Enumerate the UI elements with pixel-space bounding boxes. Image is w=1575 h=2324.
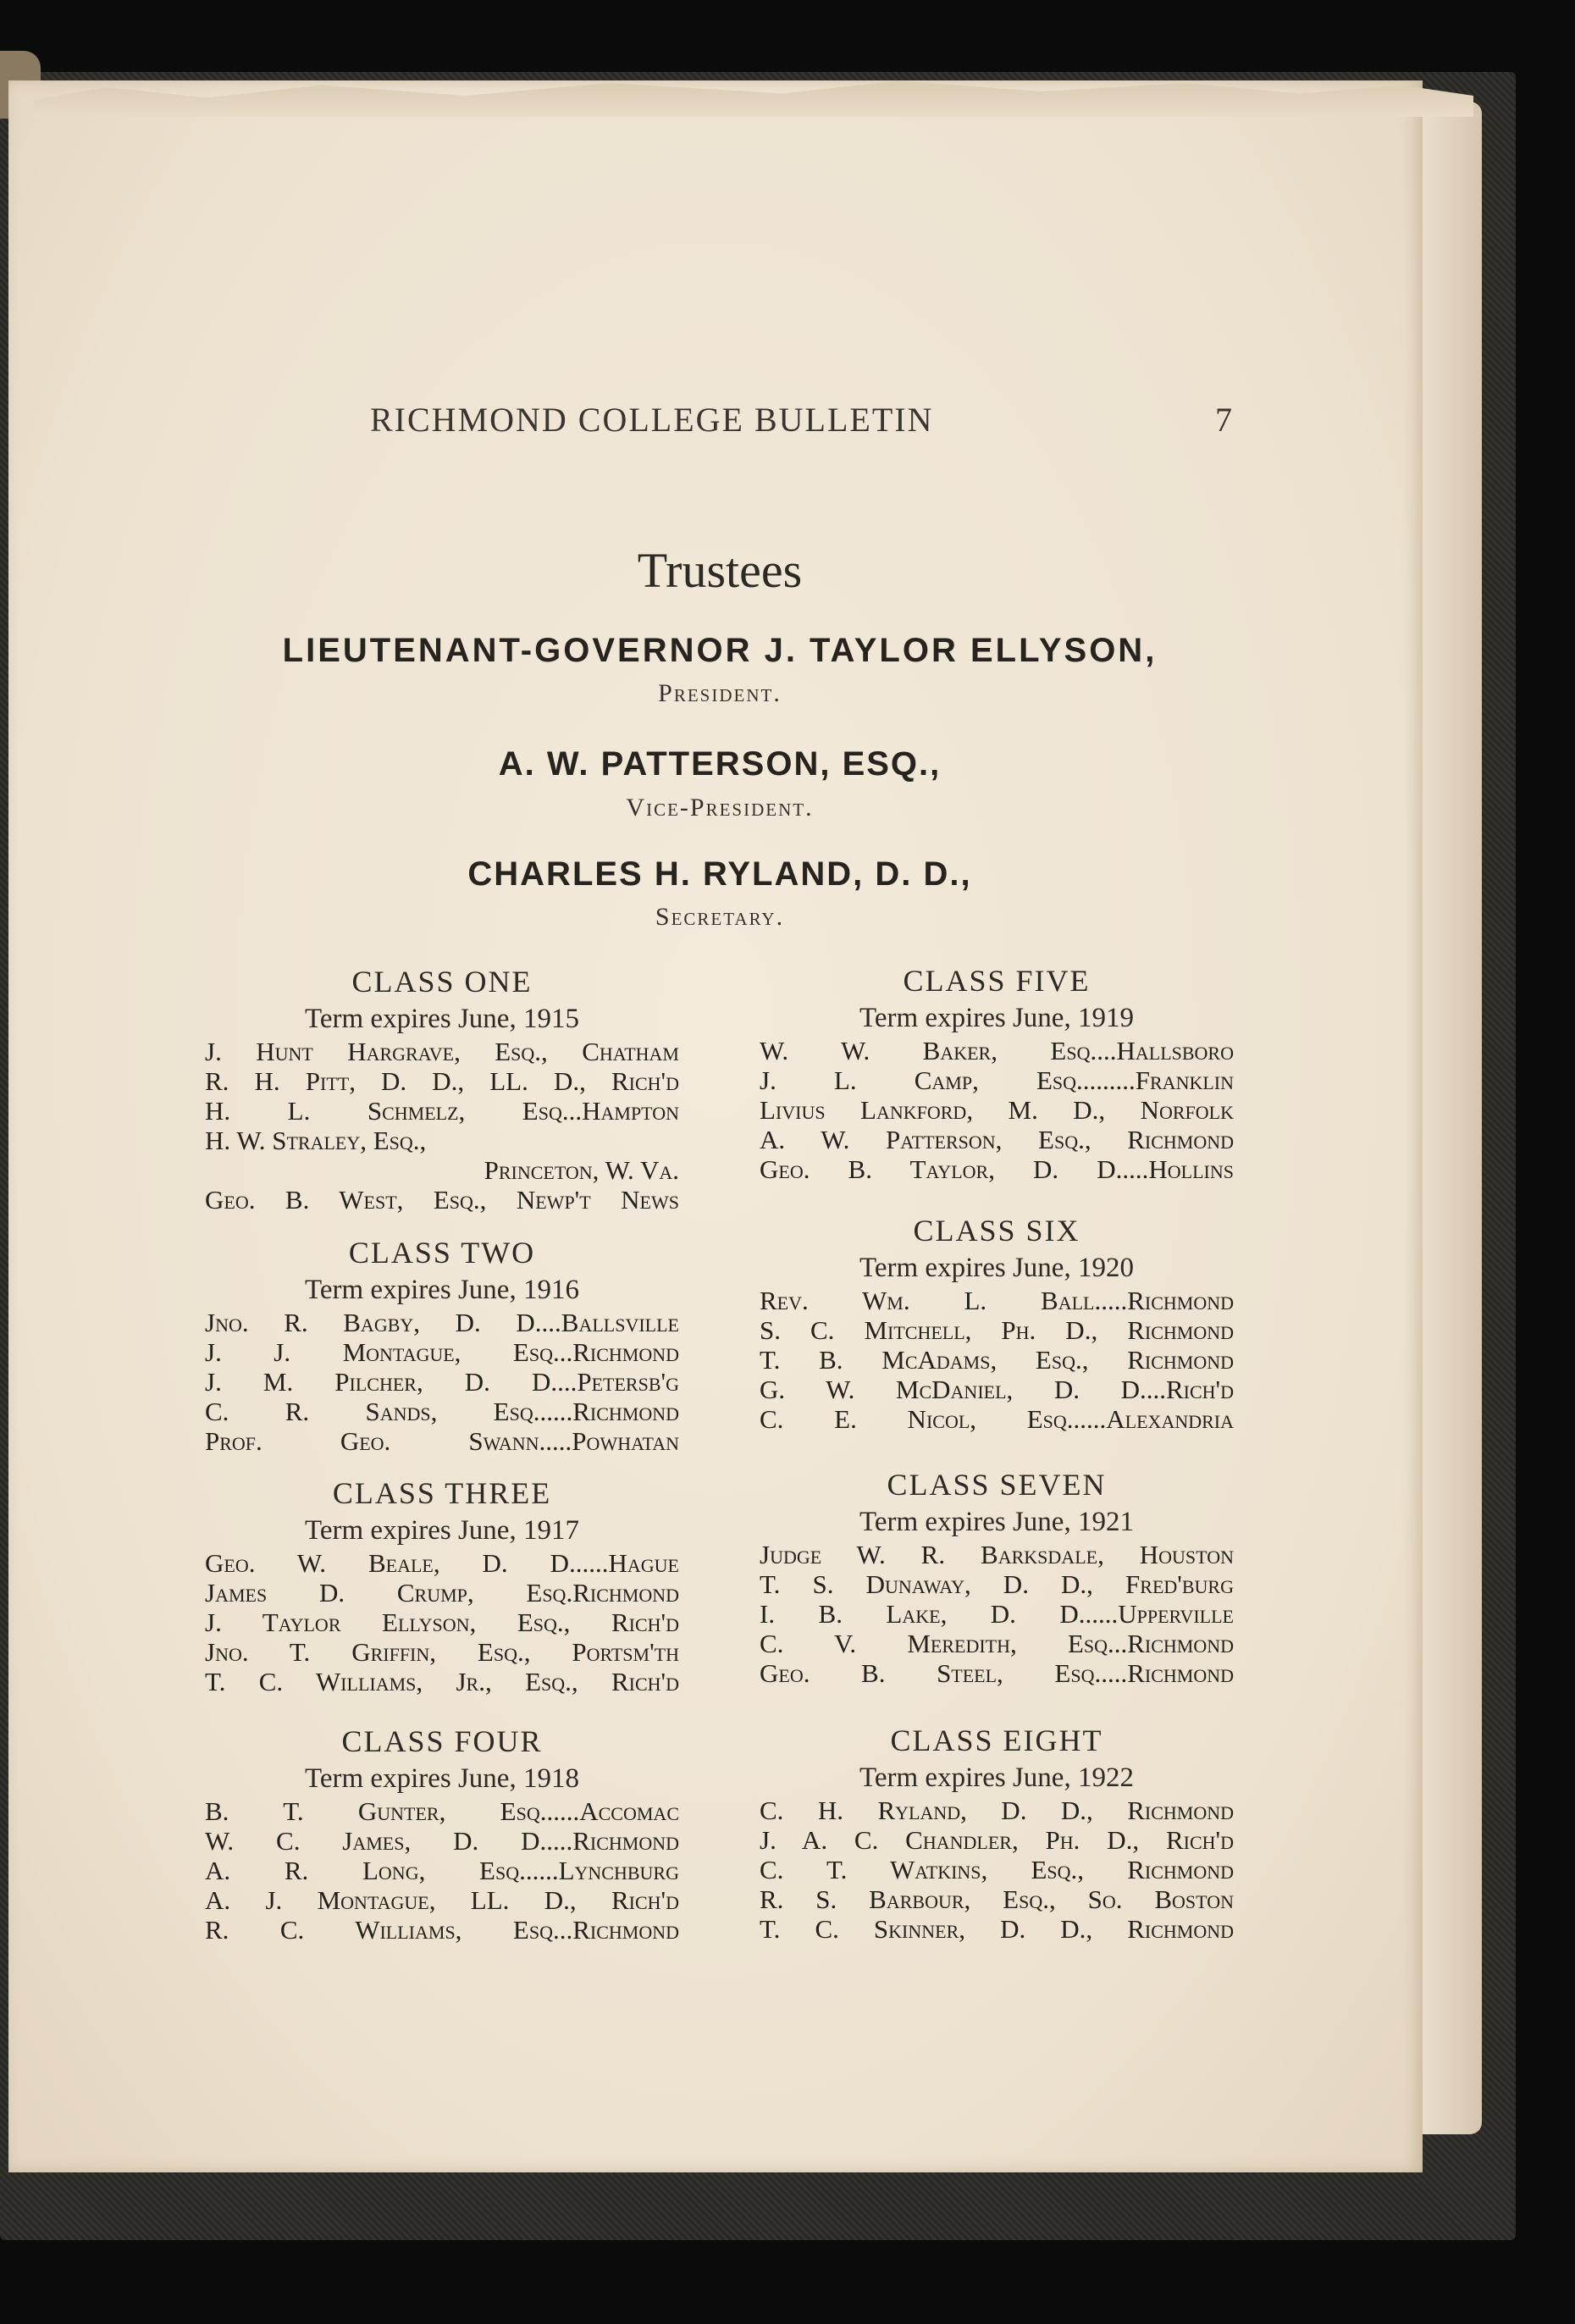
class-block bbox=[205, 1474, 679, 1696]
trustee-entry: T. C. Skinner, D. D., Richmond bbox=[760, 1914, 1234, 1944]
vice-president-name: A. W. PATTERSON, ESQ., bbox=[498, 745, 942, 783]
trustee-entry: J. J. Montague, Esq...Richmond bbox=[205, 1337, 679, 1367]
trustee-entry: Judge W. R. Barksdale, Houston bbox=[760, 1540, 1234, 1569]
trustee-entry: Geo. B. West, Esq., Newp't News bbox=[205, 1185, 679, 1215]
class-block bbox=[205, 1722, 679, 1945]
trustee-entry: C. T. Watkins, Esq., Richmond bbox=[760, 1855, 1234, 1884]
term-expiry: Term expires June, 1920 bbox=[859, 1253, 1134, 1283]
class-heading: CLASS FOUR bbox=[341, 1724, 543, 1758]
trustee-entry: A. J. Montague, LL. D., Rich'd bbox=[205, 1885, 679, 1915]
trustee-entry: W. W. Baker, Esq....Hallsboro bbox=[760, 1036, 1234, 1065]
trustee-entry: J. Hunt Hargrave, Esq., Chatham bbox=[205, 1037, 679, 1066]
trustee-entry: C. R. Sands, Esq......Richmond bbox=[205, 1397, 679, 1426]
trustee-entry: R. H. Pitt, D. D., LL. D., Rich'd bbox=[205, 1066, 679, 1096]
term-expiry: Term expires June, 1916 bbox=[305, 1275, 579, 1305]
trustee-entry: T. S. Dunaway, D. D., Fred'burg bbox=[760, 1569, 1234, 1599]
trustee-entry-continuation: Princeton, W. Va. bbox=[484, 1155, 679, 1185]
class-heading: CLASS SIX bbox=[913, 1214, 1080, 1248]
trustee-entry: Rev. Wm. L. Ball.....Richmond bbox=[760, 1286, 1234, 1315]
trustee-entry: G. W. McDaniel, D. D....Rich'd bbox=[760, 1375, 1234, 1404]
trustee-entry: Jno. T. Griffin, Esq., Portsm'th bbox=[205, 1637, 679, 1667]
trustee-entry: H. L. Schmelz, Esq...Hampton bbox=[205, 1096, 679, 1126]
trustee-entry: T. B. McAdams, Esq., Richmond bbox=[760, 1345, 1234, 1375]
president-name: LIEUTENANT-GOVERNOR J. TAYLOR ELLYSON, bbox=[282, 632, 1158, 669]
term-expiry: Term expires June, 1915 bbox=[305, 1004, 579, 1034]
class-block bbox=[760, 1721, 1234, 1944]
class-heading: CLASS FIVE bbox=[903, 964, 1091, 998]
section-heading: Trustees bbox=[637, 543, 803, 598]
class-block bbox=[760, 961, 1234, 1184]
trustee-entry: James D. Crump, Esq.Richmond bbox=[205, 1578, 679, 1607]
trustee-entry: A. R. Long, Esq......Lynchburg bbox=[205, 1856, 679, 1885]
class-heading: CLASS THREE bbox=[332, 1476, 552, 1510]
class-block bbox=[760, 1465, 1234, 1688]
trustee-entry: I. B. Lake, D. D......Upperville bbox=[760, 1599, 1234, 1629]
bulletin-title: RICHMOND COLLEGE BULLETIN bbox=[370, 401, 934, 439]
class-heading: CLASS SEVEN bbox=[887, 1468, 1107, 1502]
trustee-entry: Geo. W. Beale, D. D......Hague bbox=[205, 1548, 679, 1578]
trustee-entry: C. E. Nicol, Esq......Alexandria bbox=[760, 1404, 1234, 1434]
trustee-entry: J. L. Camp, Esq.........Franklin bbox=[760, 1065, 1234, 1095]
class-heading: CLASS EIGHT bbox=[890, 1724, 1103, 1757]
trustee-entry: B. T. Gunter, Esq......Accomac bbox=[205, 1796, 679, 1826]
page-number: 7 bbox=[1215, 401, 1234, 439]
class-block bbox=[760, 1211, 1234, 1434]
trustee-entry: T. C. Williams, Jr., Esq., Rich'd bbox=[205, 1667, 679, 1696]
secretary-title: Secretary. bbox=[655, 903, 785, 931]
trustee-entry: W. C. James, D. D.....Richmond bbox=[205, 1826, 679, 1856]
term-expiry: Term expires June, 1917 bbox=[305, 1515, 579, 1546]
term-expiry: Term expires June, 1919 bbox=[859, 1003, 1134, 1033]
trustee-entry: Prof. Geo. Swann.....Powhatan bbox=[205, 1426, 679, 1456]
class-block bbox=[205, 1233, 679, 1456]
secretary-name: CHARLES H. RYLAND, D. D., bbox=[467, 855, 972, 893]
term-expiry: Term expires June, 1922 bbox=[859, 1762, 1134, 1793]
trustee-entry: J. A. C. Chandler, Ph. D., Rich'd bbox=[760, 1825, 1234, 1855]
vice-president-title: Vice-President. bbox=[626, 794, 814, 822]
trustee-entry: Livius Lankford, M. D., Norfolk bbox=[760, 1095, 1234, 1125]
trustee-entry: J. Taylor Ellyson, Esq., Rich'd bbox=[205, 1607, 679, 1637]
trustee-entry: H. W. Straley, Esq., bbox=[205, 1126, 427, 1155]
term-expiry: Term expires June, 1921 bbox=[859, 1507, 1134, 1537]
trustee-entry: R. C. Williams, Esq...Richmond bbox=[205, 1915, 679, 1945]
trustee-entry: Geo. B. Steel, Esq.....Richmond bbox=[760, 1658, 1234, 1688]
term-expiry: Term expires June, 1918 bbox=[305, 1763, 579, 1794]
trustee-entry: Geo. B. Taylor, D. D.....Hollins bbox=[760, 1154, 1234, 1184]
class-block bbox=[205, 962, 679, 1215]
trustee-entry: S. C. Mitchell, Ph. D., Richmond bbox=[760, 1315, 1234, 1345]
trustee-entry: J. M. Pilcher, D. D....Petersb'g bbox=[205, 1367, 679, 1397]
class-heading: CLASS ONE bbox=[351, 965, 533, 999]
trustee-entry: A. W. Patterson, Esq., Richmond bbox=[760, 1125, 1234, 1154]
class-heading: CLASS TWO bbox=[348, 1236, 536, 1270]
running-header bbox=[370, 400, 1234, 442]
president-title: President. bbox=[658, 679, 782, 707]
trustee-entry: R. S. Barbour, Esq., So. Boston bbox=[760, 1884, 1234, 1914]
trustee-entry: C. H. Ryland, D. D., Richmond bbox=[760, 1796, 1234, 1825]
trustee-entry: C. V. Meredith, Esq...Richmond bbox=[760, 1629, 1234, 1658]
trustee-entry: Jno. R. Bagby, D. D....Ballsville bbox=[205, 1308, 679, 1337]
